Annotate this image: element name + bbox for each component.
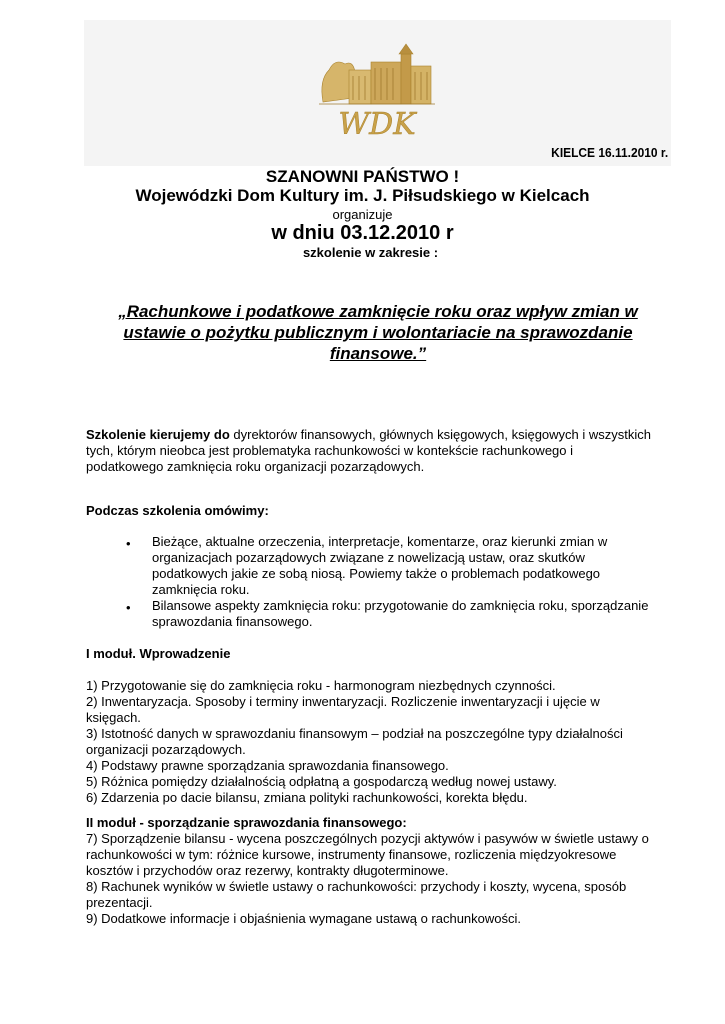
audience-lead: Szkolenie kierujemy do [86,427,230,442]
list-item [126,598,686,630]
module2-item: rachunkowości w tym: różnice kursowe, instrumenty finansowe, rozliczenia międzyokresowe [86,847,617,862]
list-item-text: organizacjach pozarządowych związane z nowelizacją ustaw, oraz skutków [152,550,585,565]
module2-item: 9) Dodatkowe informacje i objaśnienia wymagane ustawą o rachunkowości. [86,911,522,926]
audience-paragraph [86,427,682,475]
module1-item: 3) Istotność danych w sprawozdaniu finansowym – podział na poszczególne typy działalności [86,726,623,741]
list-item-text: sprawozdania finansowego. [152,614,313,629]
title-line: ustawie o pożytku publicznym i wolontariacie na sprawozdanie [123,323,633,342]
organizes-label: organizuje [332,207,393,222]
document-date: KIELCE 16.11.2010 r. [550,145,668,160]
list-item-text: Bieżące, aktualne orzeczenia, interpretacje, komentarze, oraz kierunki zmian w [152,534,608,549]
audience-text: tych, którym nieobca jest problematyka rachunkowości w kontekście rachunkowego i [86,443,574,458]
institution-name: Wojewódzki Dom Kultury im. J. Piłsudskiego w Kielcach [135,186,590,205]
module2-item: 8) Rachunek wyników w świetle ustawy o rachunkowości: przychody i koszty, wycena, sposób [86,879,627,894]
module1-item: 5) Różnica pomiędzy działalnością odpłatną a gospodarczą według nowej ustawy. [86,774,557,789]
logo-lettering: WDK [338,107,416,140]
module2-section [86,815,682,927]
module1-item: 2) Inwentaryzacja. Sposoby i terminy inwentaryzacji. Rozliczenie inwentaryzacji i ujęcie w [86,694,600,709]
audience-text: dyrektorów finansowych, głównych księgowych, księgowych i wszystkich [229,427,651,442]
module1-item: 1) Przygotowanie się do zamknięcia roku - harmonogram niezbędnych czynności. [86,678,556,693]
bullet-icon: • [126,600,131,615]
discuss-heading: Podczas szkolenia omówimy: [86,503,269,518]
bullet-icon: • [126,536,131,551]
module1-item: księgach. [86,710,141,725]
scope-label: szkolenie w zakresie : [302,245,439,260]
module1-item: 6) Zdarzenia po dacie bilansu, zmiana polityki rachunkowości, korekta błędu. [86,790,528,805]
module1-list [86,678,682,806]
wdk-logo [315,40,439,140]
module2-item: 7) Sporządzenie bilansu - wycena poszczególnych pozycji aktywów i pasywów w świetle ustawy o [86,831,649,846]
module2-heading: II moduł - sporządzanie sprawozdania finansowego: [86,815,407,830]
audience-text: podatkowego zamknięcia roku organizacji pozarządowych. [86,459,425,474]
discuss-list [126,534,686,630]
module1-heading: I moduł. Wprowadzenie [86,646,231,661]
event-date: w dniu 03.12.2010 r [271,222,454,244]
module2-item: kosztów i przychodów oraz rezerwy, kontrakty długoterminowe. [86,863,449,878]
training-title [110,301,646,364]
list-item-text: Bilansowe aspekty zamknięcia roku: przygotowanie do zamknięcia roku, sporządzanie [152,598,649,613]
module1-item: 4) Podstawy prawne sporządzania sprawozdania finansowego. [86,758,449,773]
list-item [126,534,686,598]
list-item-text: zamknięcia roku. [152,582,250,597]
module2-item: prezentacji. [86,895,153,910]
title-line: „Rachunkowe i podatkowe zamknięcie roku oraz wpływ zmian w [118,302,638,321]
list-item-text: podatkowych jakie ze sobą niosą. Powiemy także o problemach podatkowego [152,566,601,581]
greeting: SZANOWNI PAŃSTWO ! [265,167,460,186]
module1-item: organizacji pozarządowych. [86,742,246,757]
title-line: finansowe.” [329,344,427,363]
